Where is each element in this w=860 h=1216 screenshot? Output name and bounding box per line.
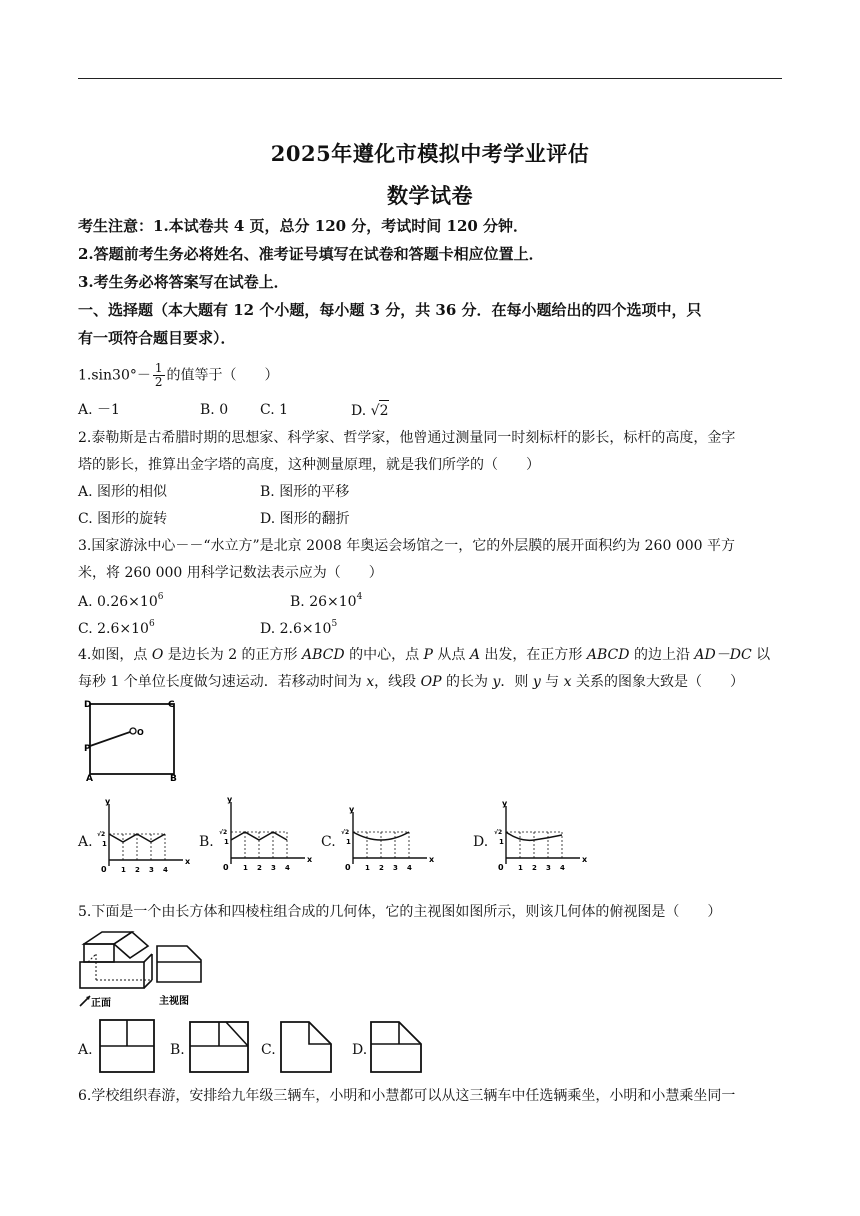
question-2-line-1: 2.泰勒斯是古希腊时期的思想家、科学家、哲学家，他曾通过测量同一时刻标杆的影长，标杆的高度，金字 bbox=[78, 430, 736, 446]
q4-var-abcd: ABCD bbox=[586, 647, 630, 663]
section-heading-line-2: 有一项符合题目要求）． bbox=[78, 329, 236, 347]
q4-option-d-label: D. bbox=[473, 834, 489, 850]
q4-text: 4.如图，点 bbox=[78, 647, 152, 663]
q4-var-op: OP bbox=[420, 674, 442, 690]
x-axis-label: x bbox=[307, 855, 313, 864]
solid-hidden-edge bbox=[88, 954, 96, 962]
one-tick-label: 1 bbox=[224, 838, 229, 846]
label-p: P bbox=[84, 744, 91, 754]
label-b: B bbox=[170, 774, 177, 784]
q4-text: 是边长为 2 的正方形 bbox=[163, 647, 303, 663]
q4-text: ，线段 bbox=[374, 674, 421, 690]
q1-option-d-prefix: D. bbox=[351, 403, 371, 419]
q4-var-o: O bbox=[151, 647, 164, 663]
solid-edge bbox=[144, 954, 152, 962]
q4-text: 每秒 1 个单位长度做匀速运动．若移动时间为 bbox=[78, 674, 367, 690]
origin-label: 0 bbox=[223, 863, 229, 872]
q4-text: 的长为 bbox=[441, 674, 493, 690]
square-abcd bbox=[90, 704, 174, 774]
sqrt2-tick-label: √2 bbox=[219, 829, 228, 836]
caption-main-view: 主视图 bbox=[159, 996, 189, 1007]
q5-option-b-label: B. bbox=[170, 1042, 185, 1058]
x-tick-label: 3 bbox=[149, 866, 154, 874]
q4-text: 的中心，点 bbox=[344, 647, 424, 663]
q5-option-d-figure bbox=[369, 1020, 425, 1076]
caption-front: 正面 bbox=[91, 998, 111, 1009]
q4-graph-d bbox=[494, 799, 588, 876]
q3-option-d-exp: 5 bbox=[331, 619, 338, 629]
q4-var-a: A bbox=[469, 647, 480, 663]
x-tick-label: 4 bbox=[407, 864, 412, 872]
notice-line-3: 3.考生务必将答案写在试卷上． bbox=[78, 273, 289, 291]
q3-option-a bbox=[78, 592, 163, 612]
notice-line-2: 2.答题前考生务必将姓名、准考证号填写在试卷和答题卡相应位置上． bbox=[78, 245, 544, 263]
solid-upper-front bbox=[84, 944, 114, 962]
question-2-line-2: 塔的影长，推算出金字塔的高度，这种测量原理，就是我们所学的（ ） bbox=[78, 457, 540, 473]
y-axis-label: y bbox=[105, 797, 111, 806]
sqrt2-tick-label: √2 bbox=[494, 829, 503, 836]
one-tick-label: 1 bbox=[102, 840, 107, 848]
x-axis-label: x bbox=[582, 855, 588, 864]
q5-option-d-label: D. bbox=[352, 1042, 368, 1058]
one-tick-label: 1 bbox=[499, 838, 504, 846]
solid-top-face bbox=[84, 932, 132, 944]
q3-option-c-exp: 6 bbox=[148, 619, 155, 629]
q3-option-b bbox=[290, 592, 362, 612]
y-axis-label: y bbox=[349, 805, 355, 814]
y-axis-label: y bbox=[227, 795, 233, 804]
main-view-outline bbox=[157, 946, 201, 982]
section-heading-line-1: 一、选择题（本大题有 12 个小题，每小题 3 分，共 36 分．在每小题给出的四个选项中，只 bbox=[78, 301, 702, 319]
label-a: A bbox=[86, 774, 93, 784]
q1-option-d-sqrt: 2 bbox=[379, 400, 390, 421]
q4-text: 以 bbox=[751, 647, 771, 663]
q3-option-c-text: C. 2.6×10 bbox=[78, 621, 149, 637]
q1-option-a: A. －1 bbox=[78, 402, 120, 418]
origin-label: 0 bbox=[498, 863, 504, 872]
q4-text: 从点 bbox=[432, 647, 470, 663]
x-tick-label: 4 bbox=[285, 864, 290, 872]
point-o bbox=[130, 728, 136, 734]
x-tick-label: 1 bbox=[243, 864, 248, 872]
x-tick-label: 3 bbox=[393, 864, 398, 872]
q3-option-d-text: D. 2.6×10 bbox=[260, 621, 332, 637]
q4-var-x: x bbox=[366, 674, 375, 690]
q4-text: 与 bbox=[540, 674, 564, 690]
y-axis-label: y bbox=[502, 799, 508, 808]
q4-graph-c bbox=[341, 805, 435, 876]
exam-subtitle: 数学试卷 bbox=[387, 183, 473, 208]
question-3-line-2: 米，将 260 000 用科学记数法表示应为（ ） bbox=[78, 565, 383, 581]
x-axis-label: x bbox=[185, 857, 191, 866]
q2-option-d: D. 图形的翻折 bbox=[260, 511, 350, 527]
x-tick-label: 2 bbox=[257, 864, 262, 872]
q3-option-a-exp: 6 bbox=[157, 592, 164, 602]
sqrt2-tick-label: √2 bbox=[341, 829, 350, 836]
solid-slope-face bbox=[114, 932, 148, 958]
q4-text: ．则 bbox=[500, 674, 533, 690]
question-4-line-1 bbox=[78, 645, 788, 665]
x-tick-label: 3 bbox=[546, 864, 551, 872]
q3-option-b-exp: 4 bbox=[356, 592, 363, 602]
q4-text: 的边上沿 bbox=[629, 647, 695, 663]
question-6-line-1: 6.学校组织春游，安排给九年级三辆车，小明和小慧都可以从这三辆车中任选辆乘坐，小明和小慧乘坐同一 bbox=[78, 1088, 736, 1104]
origin-label: 0 bbox=[345, 863, 351, 872]
solid-edge bbox=[144, 980, 152, 988]
question-1 bbox=[78, 362, 788, 389]
x-tick-label: 1 bbox=[518, 864, 523, 872]
x-axis-label: x bbox=[429, 855, 435, 864]
x-tick-label: 4 bbox=[560, 864, 565, 872]
one-tick-label: 1 bbox=[346, 838, 351, 846]
view-outline bbox=[371, 1022, 421, 1072]
q1-fraction bbox=[153, 362, 165, 389]
x-tick-label: 1 bbox=[365, 864, 370, 872]
q5-option-a-label: A. bbox=[78, 1042, 93, 1058]
q3-option-c bbox=[78, 619, 155, 639]
q1-suffix: 的值等于（ ） bbox=[166, 367, 279, 384]
view-line bbox=[226, 1022, 248, 1046]
q5-option-b-figure bbox=[188, 1020, 250, 1076]
q4-text: 关系的图象大致是（ ） bbox=[571, 674, 744, 690]
q4-var-abcd: ABCD bbox=[302, 647, 345, 663]
q1-frac-num: 1 bbox=[154, 361, 163, 375]
label-c: C bbox=[168, 700, 175, 710]
question-4-line-2 bbox=[78, 672, 788, 692]
q2-option-b: B. 图形的平移 bbox=[260, 484, 350, 500]
q4-text: 出发，在正方形 bbox=[479, 647, 587, 663]
q4-var-x: x bbox=[563, 674, 572, 690]
q2-option-c: C. 图形的旋转 bbox=[78, 511, 168, 527]
q4-var-y: y bbox=[492, 674, 501, 690]
x-tick-label: 3 bbox=[271, 864, 276, 872]
q1-option-d: D. √2 bbox=[351, 400, 389, 421]
q1-option-c: C. 1 bbox=[260, 402, 289, 418]
q4-option-b-label: B. bbox=[199, 834, 214, 850]
q5-option-c-figure bbox=[279, 1020, 335, 1076]
q4-var-path: AD－DC bbox=[694, 647, 752, 663]
q1-option-b: B. 0 bbox=[200, 402, 229, 418]
q4-graph-a bbox=[97, 797, 191, 878]
question-5-line-1: 5.下面是一个由长方体和四棱柱组合成的几何体，它的主视图如图所示，则该几何体的俯视图是（ ） bbox=[78, 904, 722, 920]
q4-option-a-label: A. bbox=[78, 834, 93, 850]
x-tick-label: 4 bbox=[163, 866, 168, 874]
q5-option-c-label: C. bbox=[261, 1042, 276, 1058]
q5-solid-figure bbox=[76, 926, 156, 1008]
view-outline bbox=[281, 1022, 331, 1072]
x-tick-label: 2 bbox=[532, 864, 537, 872]
q4-option-c-label: C. bbox=[321, 834, 336, 850]
x-tick-label: 1 bbox=[121, 866, 126, 874]
q4-var-p: P bbox=[423, 647, 433, 663]
q1-frac-den: 2 bbox=[154, 375, 163, 389]
x-tick-label: 2 bbox=[135, 866, 140, 874]
notice-line-1: 考生注意：1.本试卷共 4 页，总分 120 分，考试时间 120 分钟． bbox=[78, 217, 529, 235]
origin-label: 0 bbox=[101, 865, 107, 874]
q5-option-a-figure bbox=[98, 1018, 158, 1076]
exam-title: 2025年遵化市模拟中考学业评估 bbox=[270, 141, 590, 166]
q3-option-b-text: B. 26×10 bbox=[290, 594, 357, 610]
q5-main-view-figure bbox=[153, 940, 213, 1008]
q3-option-a-text: A. 0.26×10 bbox=[78, 594, 158, 610]
label-o: O bbox=[137, 728, 144, 737]
label-d: D bbox=[84, 700, 92, 710]
header-rule bbox=[78, 78, 782, 79]
q4-square-figure bbox=[78, 695, 188, 785]
segment-op bbox=[90, 732, 130, 746]
sqrt2-tick-label: √2 bbox=[97, 831, 106, 838]
solid-base-front bbox=[80, 962, 144, 988]
q2-option-a: A. 图形的相似 bbox=[78, 484, 168, 500]
q1-prefix: 1.sin30°－ bbox=[78, 367, 151, 384]
q3-option-d bbox=[260, 619, 337, 639]
question-3-line-1: 3.国家游泳中心－－“水立方”是北京 2008 年奥运会场馆之一，它的外层膜的展开面积约为 260 000 平方 bbox=[78, 538, 735, 554]
q4-graph-b bbox=[219, 795, 313, 876]
x-tick-label: 2 bbox=[379, 864, 384, 872]
q4-var-y: y bbox=[532, 674, 541, 690]
